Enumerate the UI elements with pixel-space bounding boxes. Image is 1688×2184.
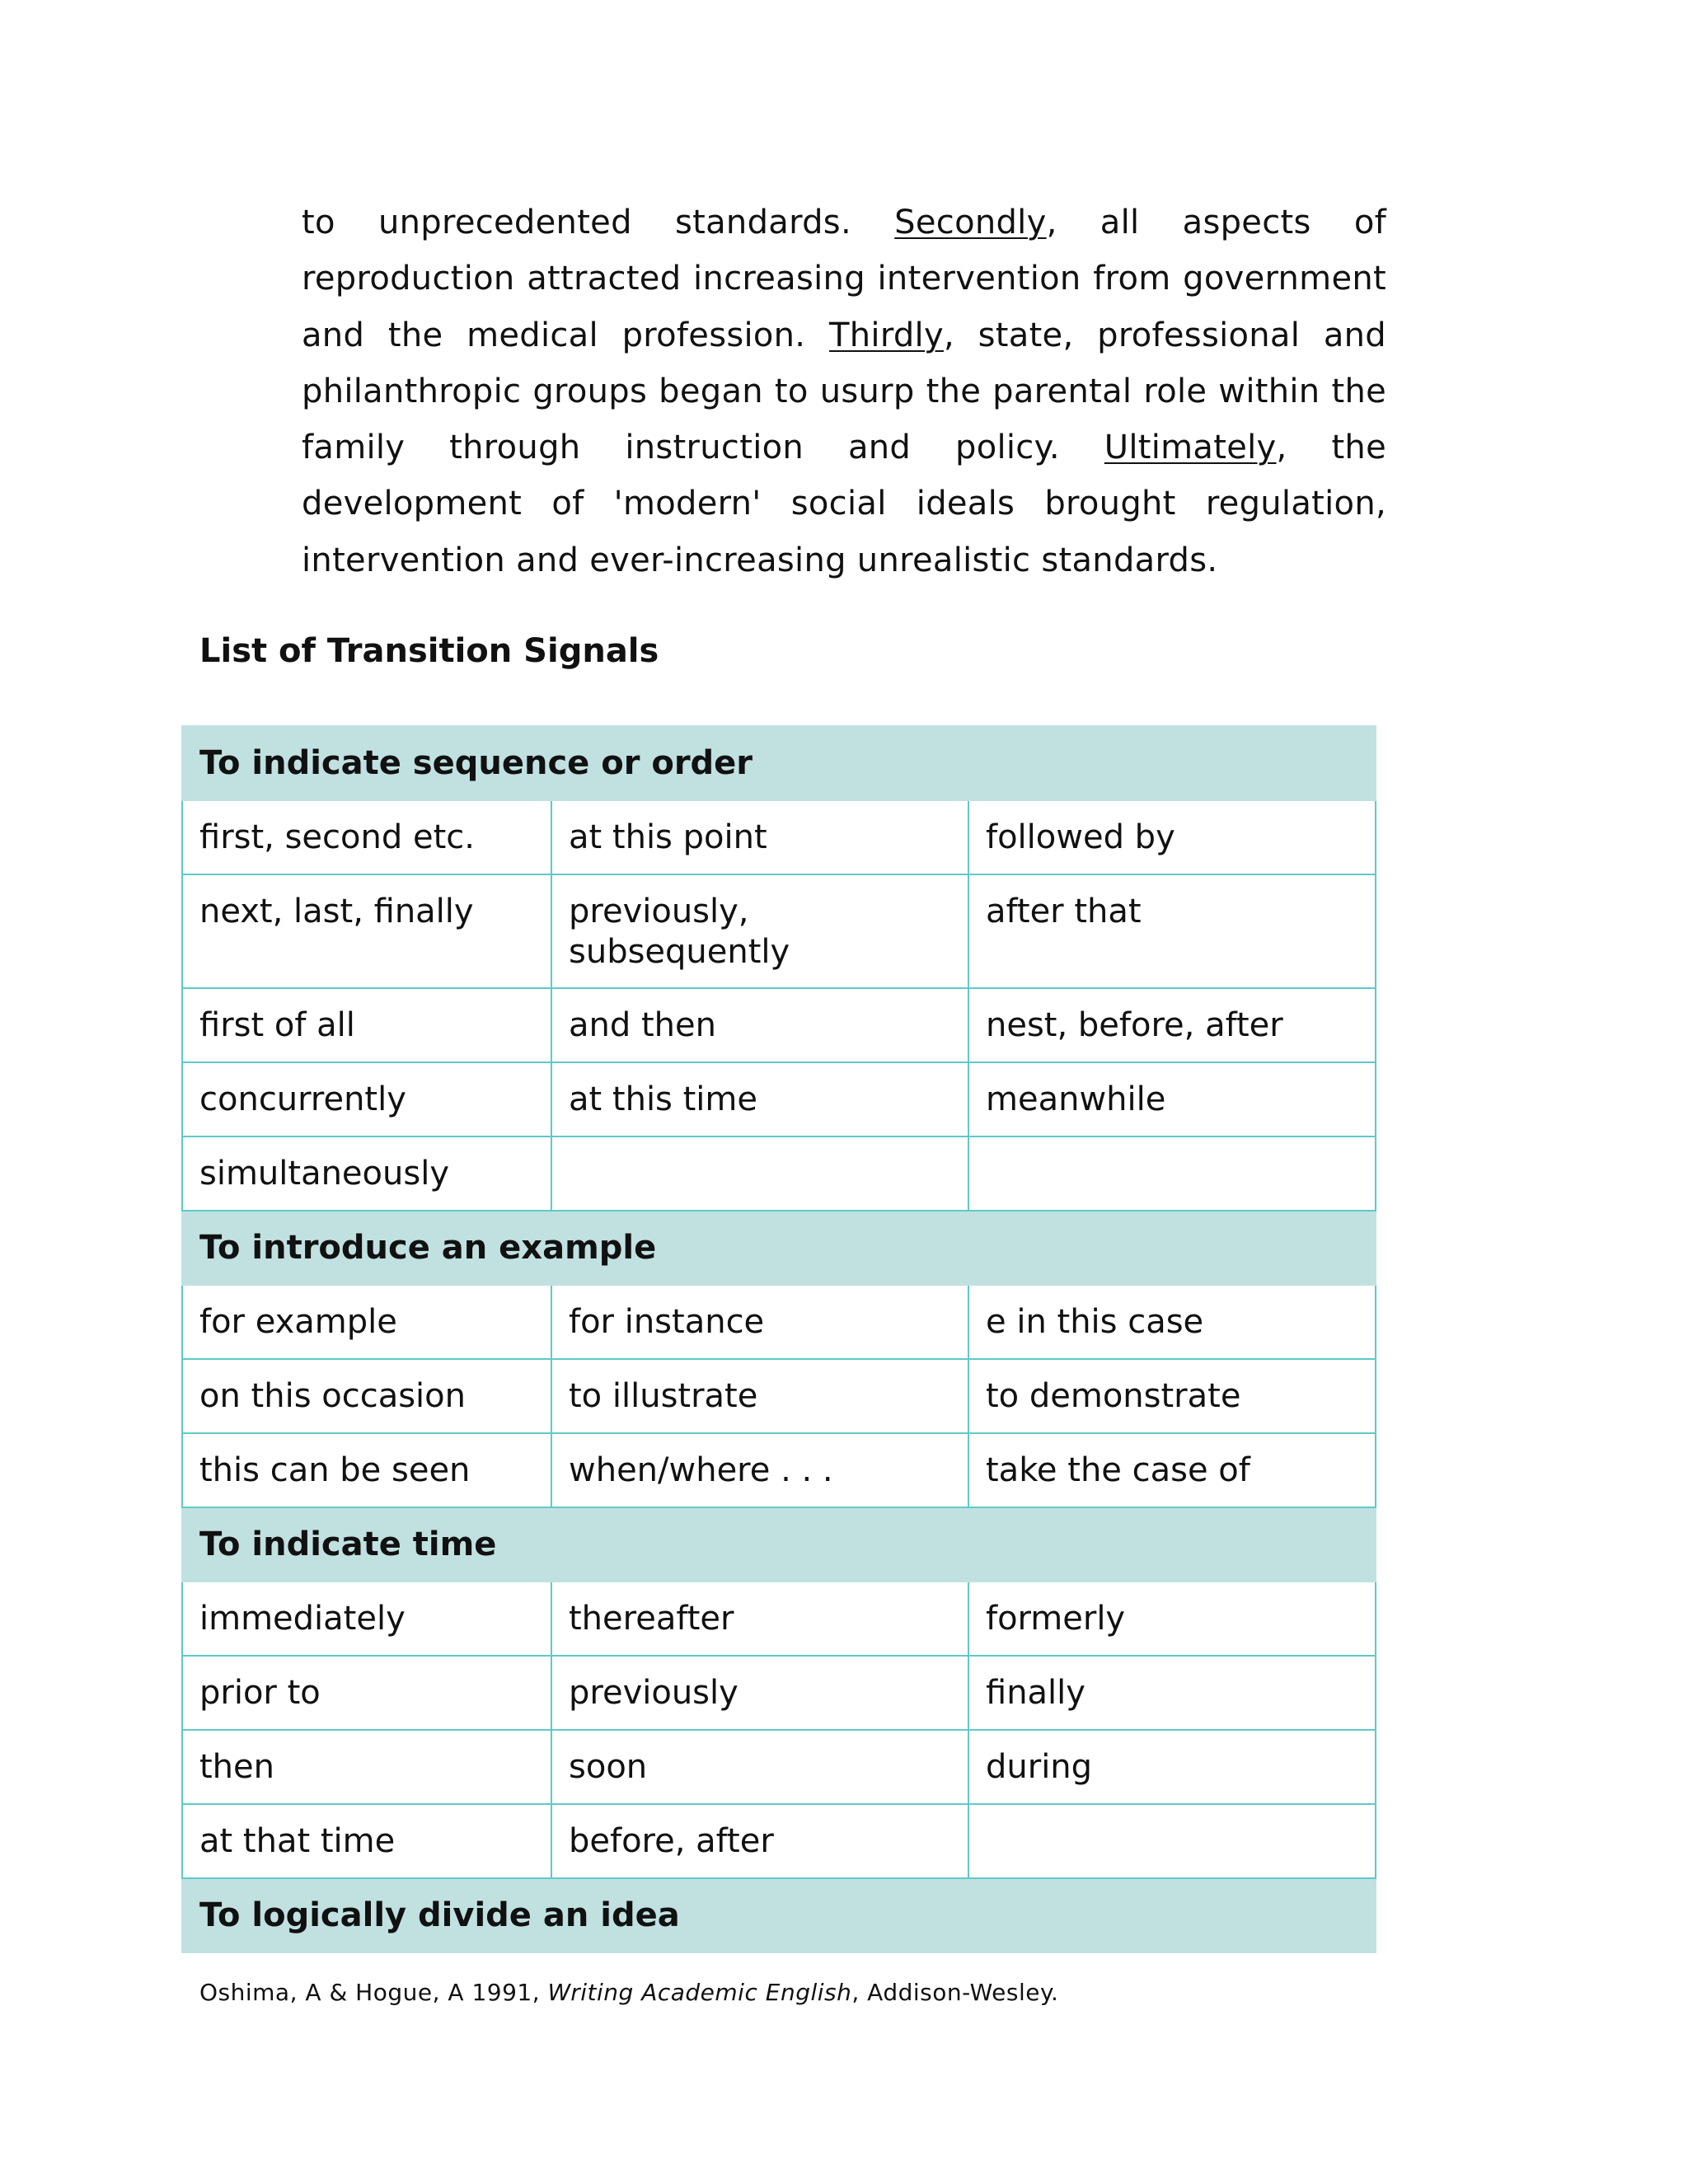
table-cell: to illustrate: [551, 1359, 968, 1433]
transition-word-secondly: Secondly: [894, 204, 1047, 241]
table-cell: first of all: [182, 988, 551, 1062]
table-cell: on this occasion: [182, 1359, 551, 1433]
paragraph-text: , the development of 'modern' social ideals brought regulation, intervention and ever-increasing unrealistic standards.: [302, 429, 1386, 579]
table-row: [182, 1285, 1376, 1359]
table-cell: this can be seen: [182, 1433, 551, 1507]
table-cell: followed by: [968, 800, 1376, 874]
table-cell: finally: [968, 1656, 1376, 1730]
table-cell: formerly: [968, 1582, 1376, 1656]
table-cell: for instance: [551, 1285, 968, 1359]
table-cell: [968, 1137, 1376, 1211]
table-row: [182, 1804, 1376, 1878]
table-cell: before, after: [551, 1804, 968, 1878]
table-cell: concurrently: [182, 1062, 551, 1137]
table-cell: at that time: [182, 1804, 551, 1878]
table-cell: [551, 1137, 968, 1211]
table-cell: meanwhile: [968, 1062, 1376, 1137]
table-cell: then: [182, 1730, 551, 1804]
list-heading: List of Transition Signals: [199, 632, 659, 670]
table-row: [182, 1730, 1376, 1804]
table-cell: thereafter: [551, 1582, 968, 1656]
section-heading: To indicate sequence or order: [182, 726, 1376, 800]
table-row: [182, 1433, 1376, 1507]
transition-word-ultimately: Ultimately: [1104, 429, 1277, 467]
table-cell: immediately: [182, 1582, 551, 1656]
table-row: [182, 1137, 1376, 1211]
section-header-row: [182, 726, 1376, 800]
table-row: [182, 874, 1376, 988]
table-cell: when/where . . .: [551, 1433, 968, 1507]
paragraph-text: , all aspects of reproduction attracted increasing intervention from government and the medical profession.: [302, 204, 1386, 354]
citation: [199, 1976, 1058, 2009]
table-cell: soon: [551, 1730, 968, 1804]
table-cell: first, second etc.: [182, 800, 551, 874]
table-cell: and then: [551, 988, 968, 1062]
section-header-row: [182, 1507, 1376, 1582]
section-header-row: [182, 1211, 1376, 1285]
table-cell: previously: [551, 1656, 968, 1730]
table-cell: at this point: [551, 800, 968, 874]
citation-publisher: , Addison-Wesley.: [851, 1979, 1059, 2006]
table-cell: simultaneously: [182, 1137, 551, 1211]
body-paragraph: [302, 194, 1386, 588]
table-cell: take the case of: [968, 1433, 1376, 1507]
table-cell: at this time: [551, 1062, 968, 1137]
table-row: [182, 1062, 1376, 1137]
table-row: [182, 1582, 1376, 1656]
section-heading: To logically divide an idea: [182, 1878, 1376, 1952]
table-row: [182, 800, 1376, 874]
table-cell: during: [968, 1730, 1376, 1804]
citation-authors: Oshima, A & Hogue, A 1991,: [199, 1979, 548, 2006]
table-row: [182, 1656, 1376, 1730]
table-row: [182, 988, 1376, 1062]
table-cell: nest, before, after: [968, 988, 1376, 1062]
table-cell: [968, 1804, 1376, 1878]
table-cell: to demonstrate: [968, 1359, 1376, 1433]
table-cell: next, last, finally: [182, 874, 551, 988]
paragraph-text: , state, professional and philanthropic groups began to usurp the parental role within the family through instruction and policy.: [302, 316, 1386, 467]
table-cell: previously, subsequently: [551, 874, 968, 988]
section-header-row: [182, 1878, 1376, 1952]
table-cell: prior to: [182, 1656, 551, 1730]
transition-signals-table: [181, 725, 1376, 1953]
section-heading: To introduce an example: [182, 1211, 1376, 1285]
table-row: [182, 1359, 1376, 1433]
table-cell: for example: [182, 1285, 551, 1359]
table-cell: e in this case: [968, 1285, 1376, 1359]
citation-title: Writing Academic English: [547, 1979, 852, 2006]
section-heading: To indicate time: [182, 1507, 1376, 1582]
paragraph-text: to unprecedented standards.: [302, 204, 895, 241]
transition-word-thirdly: Thirdly: [829, 316, 944, 354]
table-cell: after that: [968, 874, 1376, 988]
